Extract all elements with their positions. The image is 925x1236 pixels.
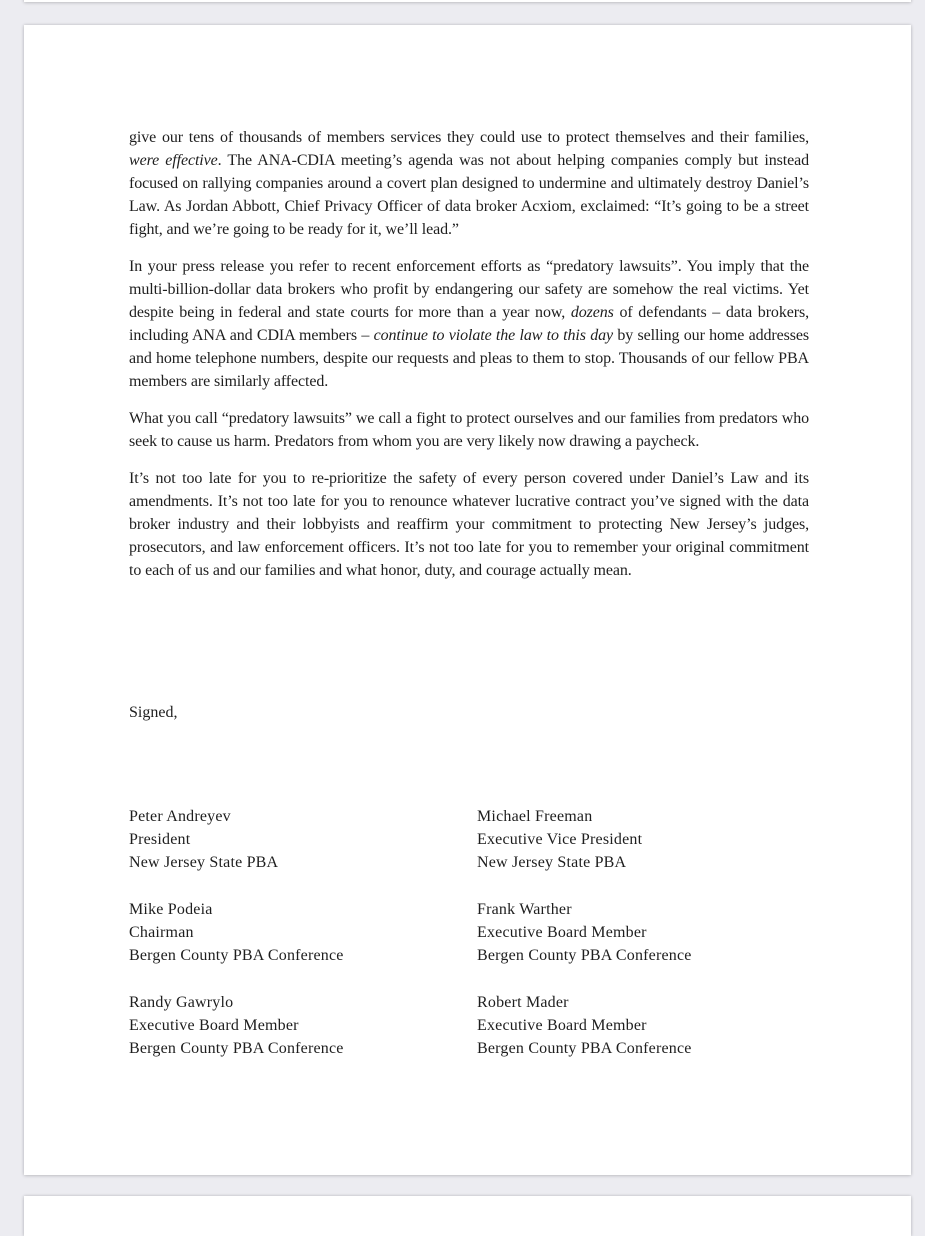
signatory-title: President	[129, 831, 191, 848]
closing-salutation: Signed,	[129, 704, 178, 721]
signatory-block	[477, 805, 692, 874]
text-segment: of defendants – data brokers, including ANA and CDIA members –	[129, 304, 809, 344]
text-segment: by selling our home addresses and home telephone numbers, despite our requests and pleas to them to stop. Thousands of our fellow PBA members are similarly affected.	[129, 327, 809, 390]
signatory-title: Executive Board Member	[477, 1017, 647, 1034]
text-segment: In your press release you refer to recent enforcement efforts as “predatory lawsuits”. You imply that the multi-billion-dollar data brokers who profit by endangering our safety are somehow the real victims. Yet despite being in federal and state courts for more than a year now,	[129, 258, 809, 321]
signatory-organization: Bergen County PBA Conference	[477, 947, 692, 964]
signatory-organization: Bergen County PBA Conference	[477, 1040, 692, 1057]
signatory-block	[477, 991, 692, 1060]
text-segment: give our tens of thousands of members services they could use to protect themselves and their families,	[129, 129, 809, 146]
signatory-block	[129, 991, 344, 1060]
text-segment: It’s not too late for you to re-prioritize the safety of every person covered under Daniel’s Law and its amendments. It’s not too late for you to renounce whatever lucrative contract you’ve signed with the data broker industry and their lobbyists and reaffirm your commitment to protecting New Jersey’s judges, prosecutors, and law enforcement officers. It’s not too late for you to remember your original commitment to each of us and our families and what honor, duty, and courage actually mean.	[129, 470, 809, 579]
signatory-title: Executive Board Member	[477, 924, 647, 941]
signatory-organization: Bergen County PBA Conference	[129, 947, 344, 964]
signatory-organization: New Jersey State PBA	[129, 854, 279, 871]
signatory-title: Chairman	[129, 924, 194, 941]
paragraph-2	[129, 255, 809, 393]
emphasis-segment: dozens	[570, 304, 614, 321]
emphasis-segment: continue to violate the law to this day	[373, 327, 614, 344]
signatory-name: Michael Freeman	[477, 808, 593, 825]
signatory-title: Executive Vice President	[477, 831, 643, 848]
text-segment: . The ANA-CDIA meeting’s agenda was not about helping companies comply but instead focused on rallying companies around a covert plan designed to undermine and ultimately destroy Daniel’s Law. As Jordan Abbott, Chief Privacy Officer of data broker Acxiom, exclaimed: “It’s going to be a street fight, and we’re going to be ready for it, we’ll lead.”	[129, 152, 809, 238]
signatory-organization: New Jersey State PBA	[477, 854, 627, 871]
paragraph-3	[129, 407, 809, 453]
signatory-name: Peter Andreyev	[129, 808, 231, 825]
paragraph-4	[129, 467, 809, 582]
signatories-left-column	[129, 805, 344, 1084]
paragraph-1	[129, 126, 809, 241]
emphasis-segment: were effective	[129, 152, 218, 169]
signatory-block	[129, 898, 344, 967]
document-page	[24, 25, 911, 1175]
signatory-organization: Bergen County PBA Conference	[129, 1040, 344, 1057]
letter-body	[129, 126, 809, 596]
text-segment: What you call “predatory lawsuits” we call a fight to protect ourselves and our families from predators who seek to cause us harm. Predators from whom you are very likely now drawing a paycheck.	[129, 410, 809, 450]
signatories-right-column	[477, 805, 692, 1084]
previous-page-edge	[24, 0, 911, 2]
signatory-name: Robert Mader	[477, 994, 569, 1011]
signatory-block	[477, 898, 692, 967]
signatory-name: Frank Warther	[477, 901, 572, 918]
signatory-name: Randy Gawrylo	[129, 994, 234, 1011]
signatory-name: Mike Podeia	[129, 901, 213, 918]
signatory-block	[129, 805, 344, 874]
next-page-edge	[24, 1196, 911, 1236]
signatory-title: Executive Board Member	[129, 1017, 299, 1034]
